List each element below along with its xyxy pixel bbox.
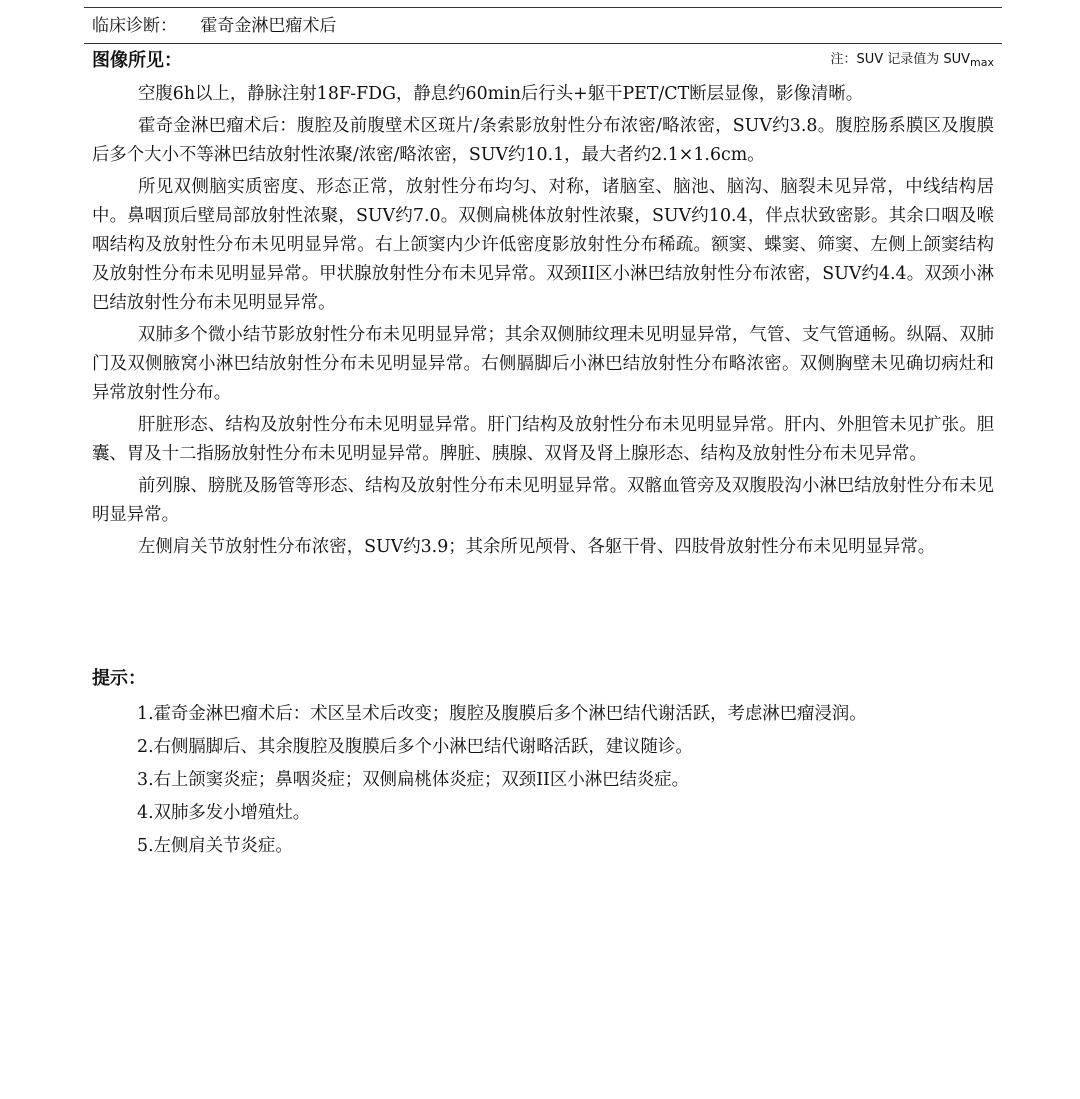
hints-title: 提示：: [92, 668, 146, 689]
top-divider: [84, 7, 1002, 8]
findings-paragraph: 前列腺、膀胱及肠管等形态、结构及放射性分布未见明显异常。双髂血管旁及双腹股沟小淋巴结放射性分布未见明显异常。: [92, 476, 994, 525]
clinical-diagnosis-row: [92, 14, 336, 38]
suv-note-text: 注：SUV 记录值为 SUV: [830, 52, 971, 67]
findings-body: [92, 80, 994, 565]
findings-paragraph: 双肺多个微小结节影放射性分布未见明显异常；其余双侧肺纹理未见明显异常，气管、支气管通畅。纵隔、双肺门及双侧腋窝小淋巴结放射性分布未见明显异常。右侧膈脚后小淋巴结放射性分布略浓密。双侧胸壁未见确切病灶和异常放射性分布。: [92, 325, 994, 403]
findings-paragraph: 所见双侧脑实质密度、形态正常，放射性分布均匀、对称，诸脑室、脑池、脑沟、脑裂未见异常，中线结构居中。鼻咽顶后壁局部放射性浓聚，SUV约7.0。双侧扁桃体放射性浓聚，SUV约10.4，伴点状致密影。其余口咽及喉咽结构及放射性分布未见明显异常。右上颌窦内少许低密度影放射性分布稀疏。额窦、蝶窦、筛窦、左侧上颌窦结构及放射性分布未见明显异常。甲状腺放射性分布未见异常。双颈II区小淋巴结放射性分布浓密，SUV约4.4。双颈小淋巴结放射性分布未见明显异常。: [92, 177, 994, 313]
hint-item: 3.右上颌窦炎症；鼻咽炎症；双侧扁桃体炎症；双颈II区小淋巴结炎症。: [137, 770, 690, 790]
findings-paragraph: 左侧肩关节放射性分布浓密，SUV约3.9；其余所见颅骨、各躯干骨、四肢骨放射性分布未见明显异常。: [138, 537, 936, 557]
hint-item: 5.左侧肩关节炎症。: [137, 836, 293, 856]
findings-title: 图像所见：: [92, 50, 182, 71]
findings-paragraph: 霍奇金淋巴瘤术后：腹腔及前腹壁术区斑片/条索影放射性分布浓密/略浓密，SUV约3.8。腹腔肠系膜区及腹膜后多个大小不等淋巴结放射性浓聚/浓密/略浓密，SUV约10.1，最大者约2.1×1.6cm。: [92, 116, 994, 165]
findings-paragraph: 空腹6h以上，静脉注射18F-FDG，静息约60min后行头+躯干PET/CT断层显像，影像清晰。: [138, 84, 864, 104]
findings-paragraph: 肝脏形态、结构及放射性分布未见明显异常。肝门结构及放射性分布未见明显异常。肝内、外胆管未见扩张。胆囊、胃及十二指肠放射性分布未见明显异常。脾脏、胰腺、双肾及肾上腺形态、结构及放射性分布未见异常。: [92, 415, 994, 464]
diagnosis-divider: [84, 43, 1002, 44]
suv-note-subscript: max: [970, 56, 994, 69]
hints-list: [137, 698, 997, 863]
hint-item: 4.双肺多发小增殖灶。: [137, 803, 311, 823]
clinical-diagnosis-value: 霍奇金淋巴瘤术后: [200, 16, 337, 36]
hint-item: 1.霍奇金淋巴瘤术后：术区呈术后改变；腹腔及腹膜后多个淋巴结代谢活跃，考虑淋巴瘤浸润。: [137, 704, 867, 724]
suv-note: [830, 51, 994, 72]
hint-item: 2.右侧膈脚后、其余腹腔及腹膜后多个小淋巴结代谢略活跃，建议随诊。: [137, 737, 693, 757]
clinical-diagnosis-label: 临床诊断：: [92, 16, 177, 36]
